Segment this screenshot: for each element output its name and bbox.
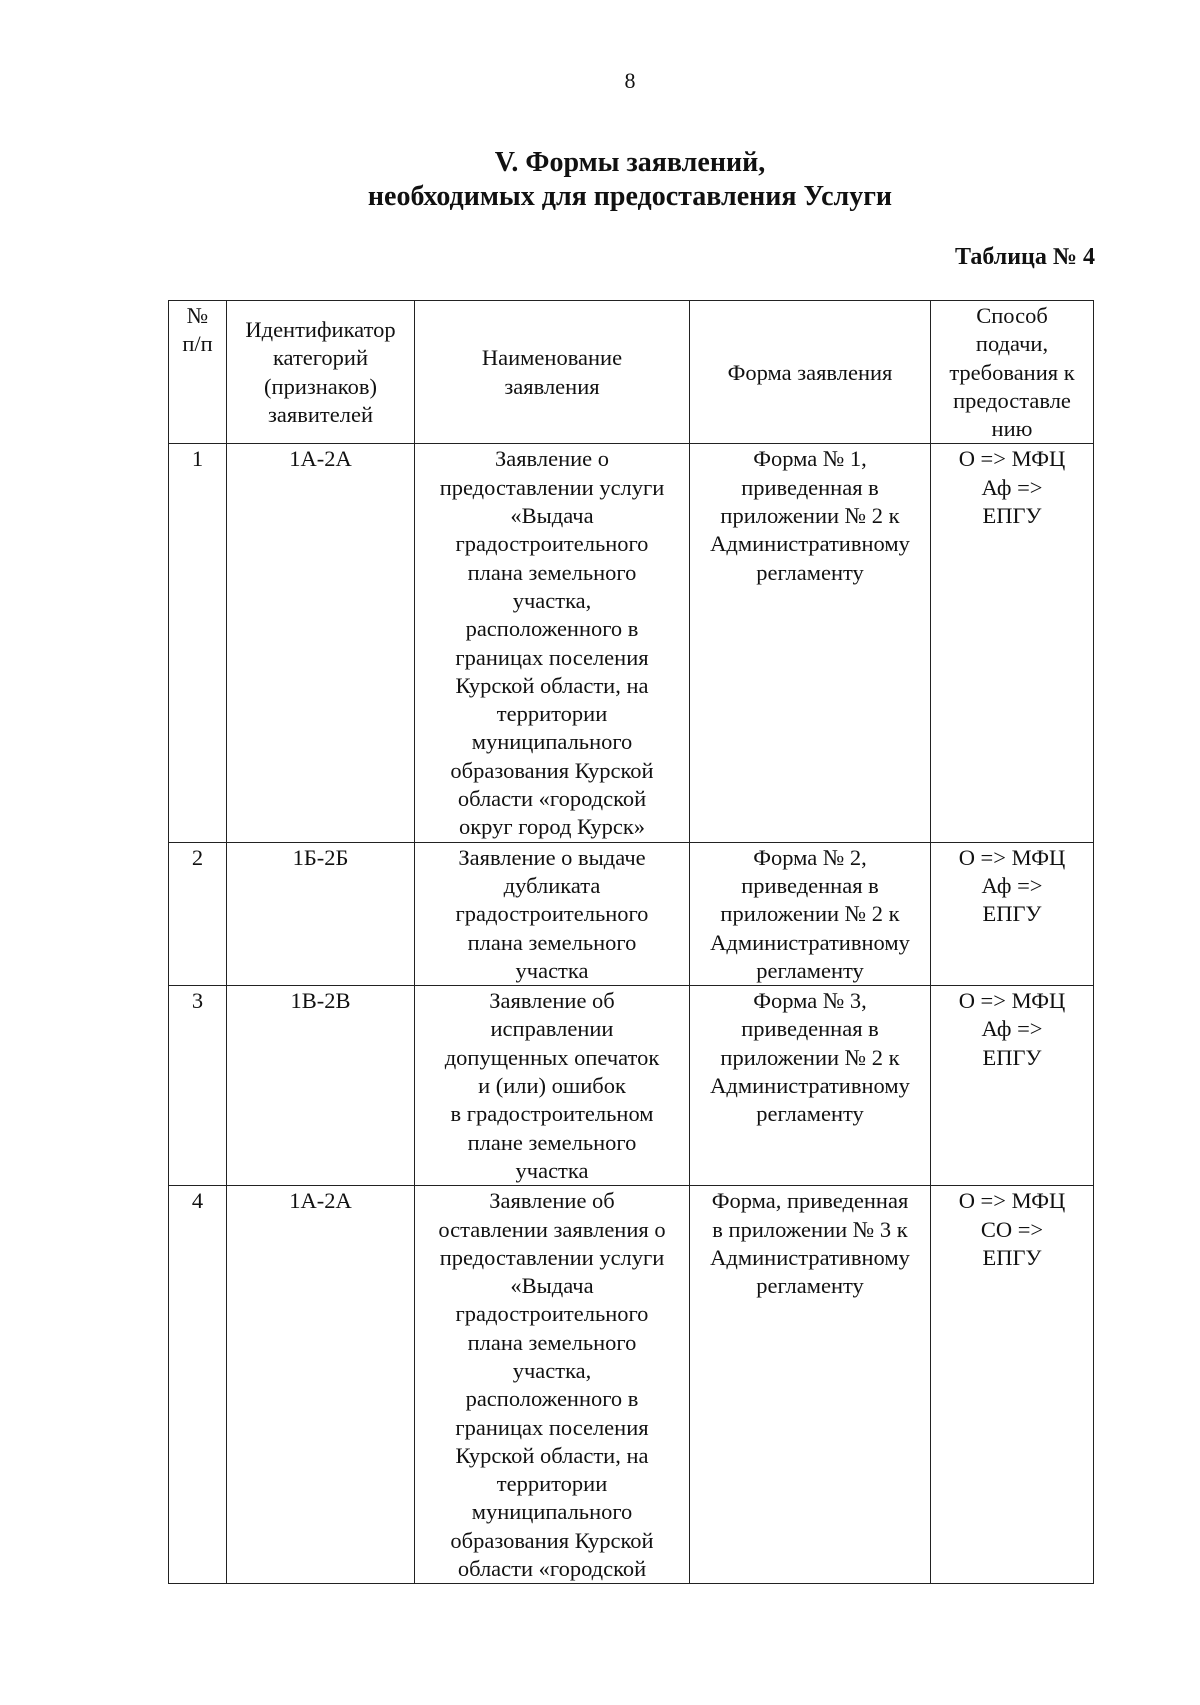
cell-application-name: Заявление об оставлении заявления о предоставлении услуги «Выдача градостроительного плана земельного участка, расположенного в границах поселения Курской области, на территории муниципального образования Курской области «городской bbox=[415, 1186, 690, 1584]
cell-application-form: Форма № 3, приведенная в приложении № 2 к Административному регламенту bbox=[690, 986, 931, 1186]
section-heading-line-2: необходимых для предоставления Услуги bbox=[367, 181, 893, 212]
cell-application-form: Форма № 2, приведенная в приложении № 2 к Административному регламенту bbox=[690, 842, 931, 985]
table-row bbox=[169, 986, 1094, 1186]
cell-submission-method: О => МФЦ СО => ЕПГУ bbox=[931, 1186, 1094, 1584]
header-applicant-category-id: Идентификатор категорий (признаков) заявителей bbox=[227, 301, 415, 444]
application-forms-table bbox=[168, 300, 1094, 1584]
cell-submission-method: О => МФЦ Аф => ЕПГУ bbox=[931, 444, 1094, 842]
cell-category-id: 1Б-2Б bbox=[227, 842, 415, 985]
cell-category-id: 1А-2А bbox=[227, 1186, 415, 1584]
table-row bbox=[169, 444, 1094, 842]
cell-number: 4 bbox=[169, 1186, 227, 1584]
cell-submission-method: О => МФЦ Аф => ЕПГУ bbox=[931, 842, 1094, 985]
header-number: № п/п bbox=[169, 301, 227, 444]
cell-category-id: 1В-2В bbox=[227, 986, 415, 1186]
cell-category-id: 1А-2А bbox=[227, 444, 415, 842]
page-number: 8 bbox=[624, 68, 636, 93]
cell-number: 3 bbox=[169, 986, 227, 1186]
header-application-form: Форма заявления bbox=[690, 301, 931, 444]
cell-application-name: Заявление о предоставлении услуги «Выдача градостроительного плана земельного участка, расположенного в границах поселения Курской области, на территории муниципального образования Курской области «городской округ город Курск» bbox=[415, 444, 690, 842]
section-heading-line-1: V. Формы заявлений, bbox=[494, 147, 766, 178]
table-row bbox=[169, 842, 1094, 985]
table-row bbox=[169, 1186, 1094, 1584]
cell-application-form: Форма, приведенная в приложении № 3 к Административному регламенту bbox=[690, 1186, 931, 1584]
cell-application-form: Форма № 1, приведенная в приложении № 2 к Административному регламенту bbox=[690, 444, 931, 842]
header-application-name: Наименование заявления bbox=[415, 301, 690, 444]
cell-number: 2 bbox=[169, 842, 227, 985]
cell-number: 1 bbox=[169, 444, 227, 842]
header-submission-method: Способ подачи, требования к предоставле нию bbox=[931, 301, 1094, 444]
table-caption: Таблица № 4 bbox=[954, 244, 1095, 270]
cell-submission-method: О => МФЦ Аф => ЕПГУ bbox=[931, 986, 1094, 1186]
section-heading bbox=[0, 146, 1200, 214]
cell-application-name: Заявление о выдаче дубликата градостроительного плана земельного участка bbox=[415, 842, 690, 985]
table-header-row bbox=[169, 301, 1094, 444]
cell-application-name: Заявление об исправлении допущенных опечаток и (или) ошибок в градостроительном плане земельного участка bbox=[415, 986, 690, 1186]
